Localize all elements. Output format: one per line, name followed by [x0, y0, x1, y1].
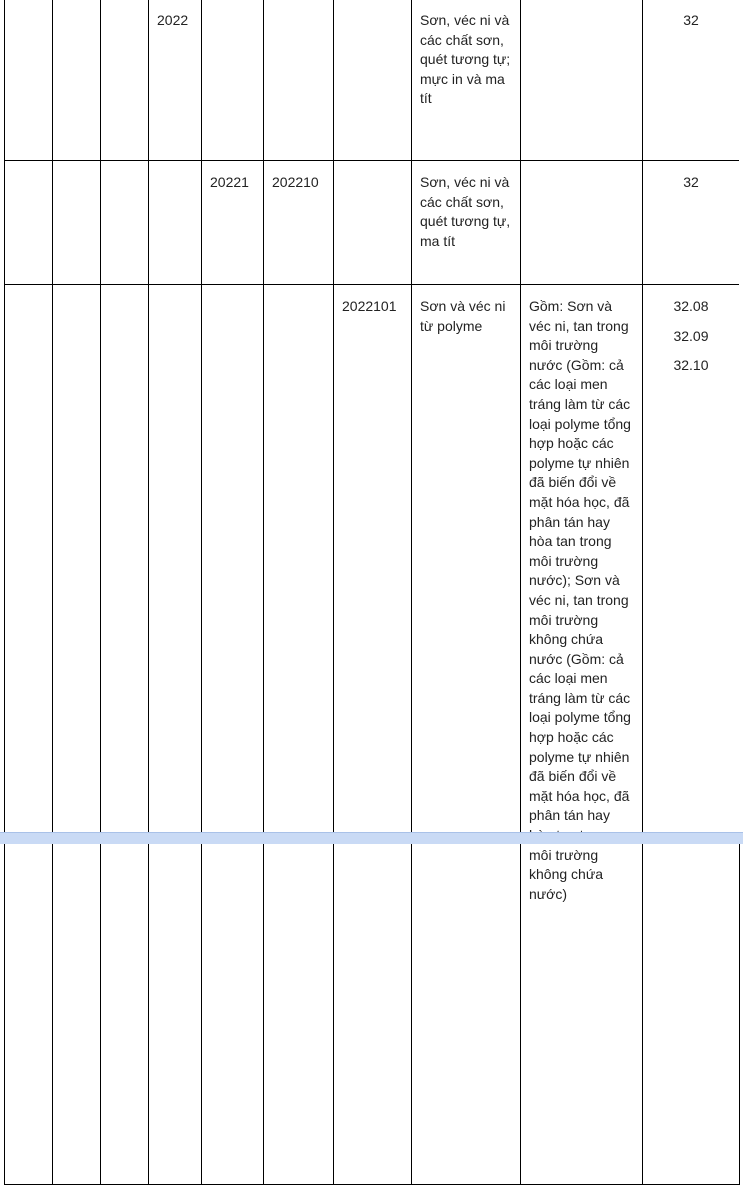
table-row	[5, 0, 740, 161]
level6-code-cell	[264, 285, 334, 1185]
level4-code-cell	[149, 161, 202, 285]
level4-code: 2022	[157, 12, 189, 28]
level2-code-cell	[53, 0, 101, 161]
level4-code-cell	[149, 285, 202, 1185]
cpc-code: 32.10	[673, 357, 709, 374]
level7-code: 2022101	[342, 298, 397, 314]
content-cell	[521, 0, 643, 161]
level5-code-cell	[202, 285, 264, 1185]
level3-code	[101, 0, 148, 11]
level5-code	[202, 0, 263, 11]
level6-code: 202210	[272, 174, 319, 190]
content-text	[521, 161, 642, 173]
level4-code-cell	[149, 0, 202, 161]
level3-code-cell	[101, 161, 149, 285]
level2-code	[53, 285, 100, 297]
level4-code	[149, 161, 201, 173]
level3-code	[101, 161, 148, 173]
level7-code-cell	[334, 161, 412, 285]
industry-classification-table	[4, 0, 740, 1185]
level6-code-cell	[264, 161, 334, 285]
scrollbar-track[interactable]	[739, 0, 743, 832]
description-cell	[412, 0, 521, 161]
level7-code-cell	[334, 0, 412, 161]
level5-code: 20221	[210, 174, 249, 190]
level1-code	[5, 161, 52, 173]
level3-code-cell	[101, 0, 149, 161]
level4-code	[149, 285, 201, 297]
table-row	[5, 285, 740, 1185]
level7-code-cell	[334, 285, 412, 1185]
cpc-code: 32.09	[673, 327, 709, 344]
level5-code-cell	[202, 0, 264, 161]
description-cell	[412, 285, 521, 1185]
level7-code	[334, 0, 411, 11]
cpc-code: 32	[683, 12, 699, 28]
level1-code	[5, 285, 52, 297]
level1-code-cell	[5, 285, 53, 1185]
cpc-code: 32.08	[673, 298, 709, 314]
content-cell	[521, 285, 643, 1185]
status-bar	[0, 832, 743, 844]
cpc-cell	[643, 0, 740, 161]
cpc-cell	[643, 161, 740, 285]
level2-code	[53, 0, 100, 11]
level1-code-cell	[5, 161, 53, 285]
level2-code-cell	[53, 285, 101, 1185]
description-text: Sơn và véc ni từ polyme	[420, 298, 506, 334]
level6-code-cell	[264, 0, 334, 161]
content-cell	[521, 161, 643, 285]
level2-code	[53, 161, 100, 173]
content-text: Gồm: Sơn và véc ni, tan trong môi trường nước (Gồm: cả các loại men tráng làm từ các loại polyme tổng hợp hoặc các polyme tự nhiên đã biến đổi về mặt hóa học, đã phân tán hay hòa tan trong môi trường nước); Sơn và véc ni, tan trong môi trường không chứa nước (Gồm: cả các loại men tráng làm từ các loại polyme tổng hợp hoặc các polyme tự nhiên đã biến đổi về mặt hóa học, đã phân tán hay môi trường không chứa nước)	[529, 298, 631, 902]
level1-code	[5, 0, 52, 11]
cpc-code: 32	[683, 174, 699, 190]
cpc-cell	[643, 285, 740, 1185]
level1-code-cell	[5, 0, 53, 161]
table-row	[5, 161, 740, 285]
level5-code	[202, 285, 263, 297]
level6-code	[264, 0, 333, 11]
content-text	[521, 0, 642, 11]
level3-code	[101, 285, 148, 297]
level2-code-cell	[53, 161, 101, 285]
level7-code	[334, 161, 411, 173]
level3-code-cell	[101, 285, 149, 1185]
description-text: Sơn, véc ni và các chất sơn, quét tương tự; mực in và ma tít	[420, 12, 511, 107]
description-cell	[412, 161, 521, 285]
level6-code	[264, 285, 333, 297]
level5-code-cell	[202, 161, 264, 285]
description-text: Sơn, véc ni và các chất sơn, quét tương tự, ma tít	[420, 174, 511, 249]
